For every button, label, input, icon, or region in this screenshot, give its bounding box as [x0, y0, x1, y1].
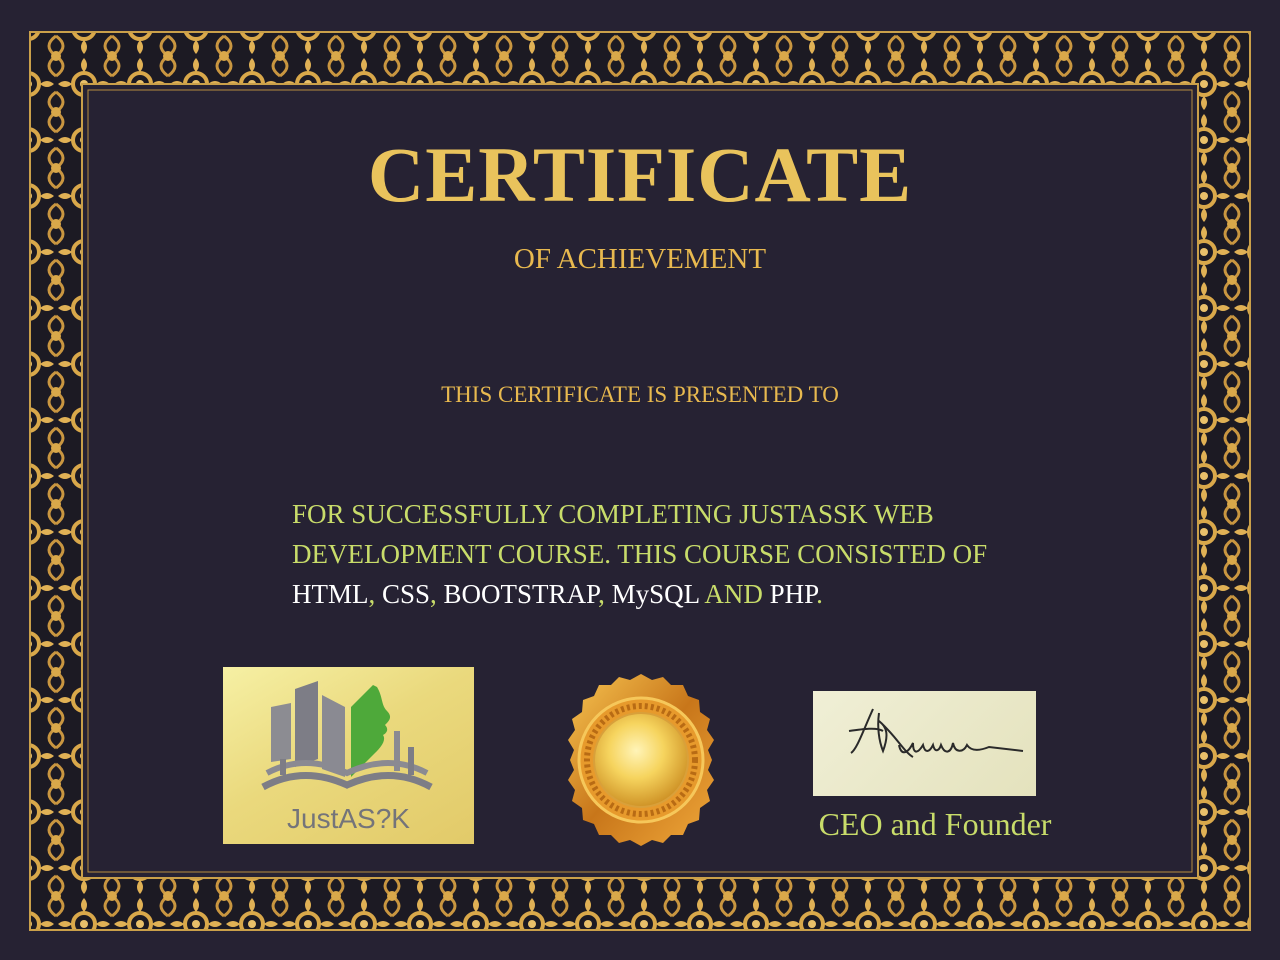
- topic-mysql: MySQL: [611, 579, 700, 609]
- certificate-subtitle: OF ACHIEVEMENT: [513, 243, 767, 275]
- description-intro: FOR SUCCESSFULLY COMPLETING JUSTASSK WEB DEVELOPMENT COURSE. THIS COURSE CONSISTED OF: [292, 499, 988, 569]
- logo-text: JustAS?K: [287, 803, 410, 834]
- topic-php: PHP: [769, 579, 817, 609]
- separator-1: ,: [368, 579, 382, 609]
- certificate-title: CERTIFICATE: [367, 131, 913, 218]
- signature-card: [813, 691, 1036, 796]
- period: .: [816, 579, 823, 609]
- topic-bootstrap: BOOTSTRAP: [443, 579, 599, 609]
- course-description: [292, 494, 1052, 614]
- gold-seal-icon: [553, 672, 729, 848]
- justask-logo: [223, 667, 474, 844]
- presented-to-label: THIS CERTIFICATE IS PRESENTED TO: [441, 382, 839, 407]
- signatory-title: CEO and Founder: [818, 806, 1052, 842]
- signature: [813, 691, 1036, 796]
- signature-text: Kumar: [813, 691, 816, 692]
- separator-3: ,: [598, 579, 612, 609]
- and-word: AND: [699, 579, 770, 609]
- topic-html: HTML: [292, 579, 369, 609]
- separator-2: ,: [430, 579, 444, 609]
- topic-css: CSS: [382, 579, 431, 609]
